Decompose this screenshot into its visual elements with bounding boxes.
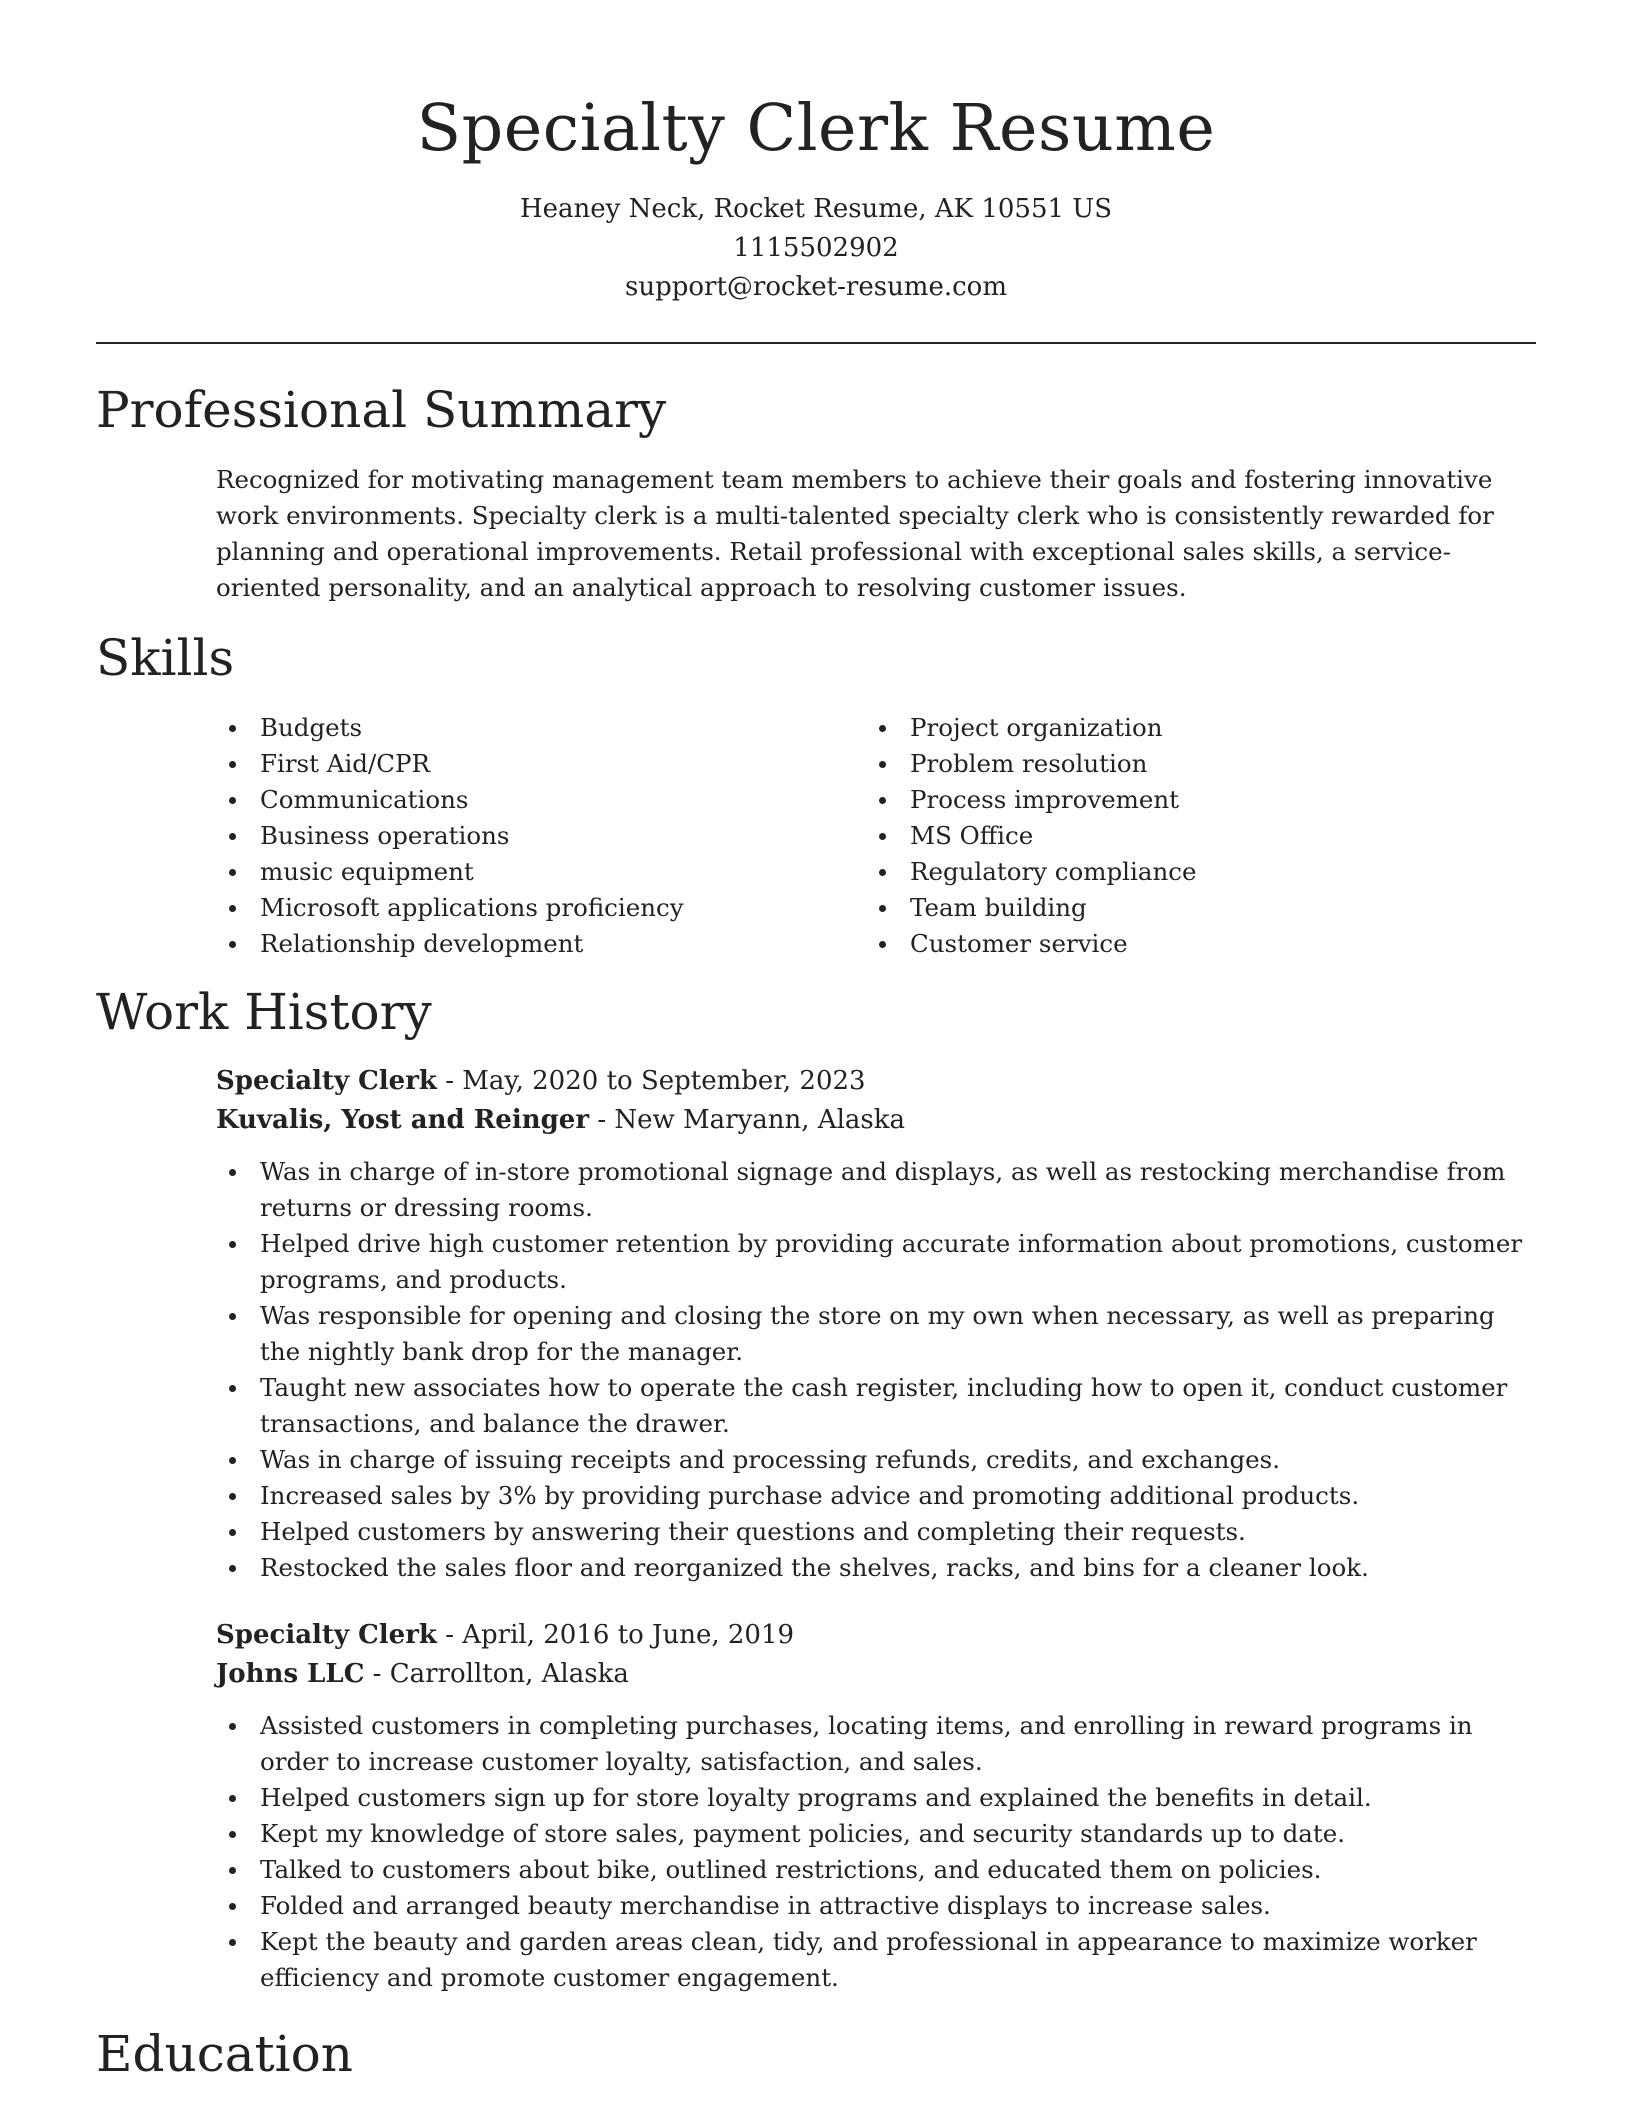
job-location: - New Maryann, Alaska	[589, 1105, 905, 1135]
job-bullet: Was in charge of issuing receipts and processing refunds, credits, and exchanges.	[216, 1442, 1536, 1478]
job-company: Johns LLC	[216, 1659, 365, 1689]
job-bullet: Helped customers sign up for store loyalty programs and explained the benefits in detail.	[216, 1780, 1536, 1816]
header-divider	[96, 342, 1536, 344]
skill-item: Customer service	[866, 926, 1506, 962]
skill-item: Budgets	[216, 710, 816, 746]
job-bullet: Helped customers by answering their questions and completing their requests.	[216, 1514, 1536, 1550]
job-title: Specialty Clerk	[216, 1620, 437, 1650]
job-bullet: Kept my knowledge of store sales, payment policies, and security standards up to date.	[216, 1816, 1536, 1852]
skill-item: Regulatory compliance	[866, 854, 1506, 890]
job-bullet: Was in charge of in-store promotional signage and displays, as well as restocking merchandise from returns or dressing rooms.	[216, 1154, 1536, 1226]
job-dates: - April, 2016 to June, 2019	[436, 1620, 795, 1650]
skill-item: Business operations	[216, 818, 816, 854]
skills-heading: Skills	[96, 629, 235, 687]
job-title: Specialty Clerk	[216, 1066, 437, 1096]
job-bullet: Assisted customers in completing purchases, locating items, and enrolling in reward programs in order to increase customer loyalty, satisfaction, and sales.	[216, 1708, 1536, 1780]
job-company: Kuvalis, Yost and Reinger	[216, 1105, 590, 1135]
skill-item: Team building	[866, 890, 1506, 926]
job-bullet: Kept the beauty and garden areas clean, tidy, and professional in appearance to maximize worker efficiency and promote customer engagement.	[216, 1924, 1536, 1996]
job-title-line	[216, 1062, 905, 1101]
job-bullets	[216, 1154, 1536, 1586]
job-bullet: Taught new associates how to operate the cash register, including how to open it, conduct customer transactions, and balance the drawer.	[216, 1370, 1536, 1442]
summary-heading: Professional Summary	[96, 381, 667, 439]
skill-item: Problem resolution	[866, 746, 1506, 782]
skill-item: music equipment	[216, 854, 816, 890]
job-location: - Carrollton, Alaska	[364, 1659, 629, 1689]
job-bullet: Folded and arranged beauty merchandise in attractive displays to increase sales.	[216, 1888, 1536, 1924]
contact-address: Heaney Neck, Rocket Resume, AK 10551 US	[519, 194, 1113, 224]
job-company-line	[216, 1101, 905, 1140]
job-bullet: Increased sales by 3% by providing purchase advice and promoting additional products.	[216, 1478, 1536, 1514]
skill-item: Communications	[216, 782, 816, 818]
skills-list-left	[216, 710, 816, 962]
job-company-line	[216, 1655, 794, 1694]
job-dates: - May, 2020 to September, 2023	[436, 1066, 866, 1096]
skill-item: First Aid/CPR	[216, 746, 816, 782]
work-history-heading: Work History	[96, 983, 432, 1041]
skill-item: MS Office	[866, 818, 1506, 854]
skill-item: Project organization	[866, 710, 1506, 746]
job-header	[216, 1062, 905, 1140]
job-bullet: Helped drive high customer retention by providing accurate information about promotions, customer programs, and products.	[216, 1226, 1536, 1298]
job-bullet: Talked to customers about bike, outlined restrictions, and educated them on policies.	[216, 1852, 1536, 1888]
contact-phone: 1115502902	[733, 233, 899, 263]
skills-list-right	[866, 710, 1506, 962]
resume-title: Specialty Clerk Resume	[416, 91, 1216, 166]
job-bullet: Restocked the sales floor and reorganized the shelves, racks, and bins for a cleaner look.	[216, 1550, 1536, 1586]
job-bullets	[216, 1708, 1536, 1996]
job-title-line	[216, 1616, 794, 1655]
skill-item: Microsoft applications proficiency	[216, 890, 816, 926]
contact-block	[96, 190, 1536, 307]
job-header	[216, 1616, 794, 1694]
skill-item: Relationship development	[216, 926, 816, 962]
summary-text: Recognized for motivating management team members to achieve their goals and fostering innovative work environments. Specialty clerk is a multi-talented specialty clerk who is consistently rewarded for planning and operational improvements. Retail professional with exceptional sales skills, a service-oriented personality, and an analytical approach to resolving customer issues.	[216, 465, 1494, 602]
contact-email: support@rocket-resume.com	[624, 272, 1007, 302]
skill-item: Process improvement	[866, 782, 1506, 818]
education-heading: Education	[96, 2025, 353, 2083]
job-bullet: Was responsible for opening and closing the store on my own when necessary, as well as preparing the nightly bank drop for the manager.	[216, 1298, 1536, 1370]
